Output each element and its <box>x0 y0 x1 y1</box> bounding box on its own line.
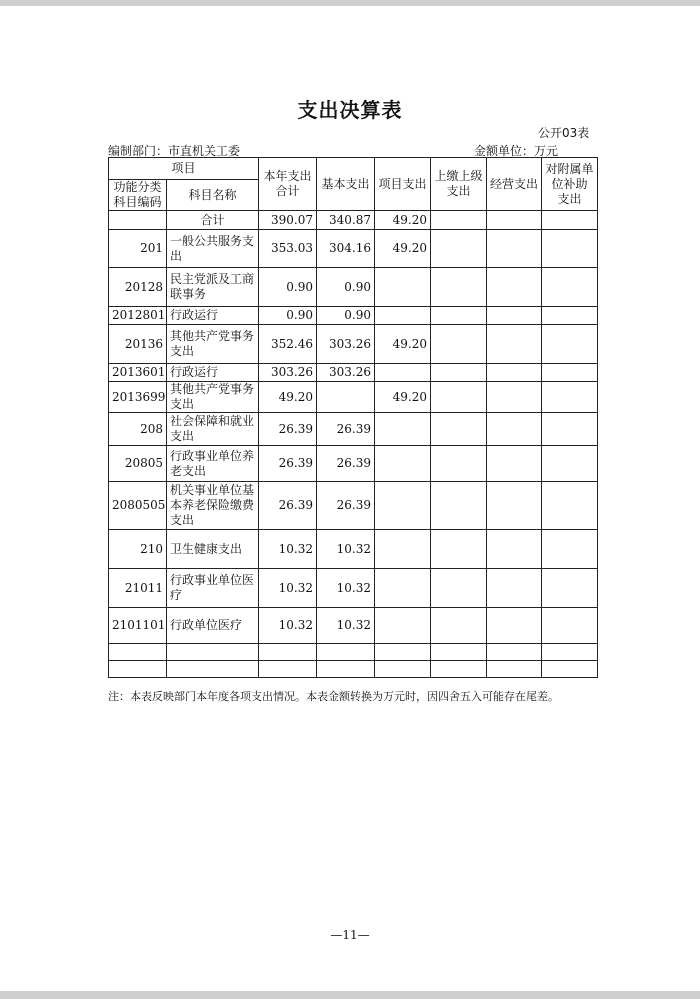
row-code: 20128 <box>109 268 167 307</box>
unit-label: 金额单位：万元 <box>474 144 559 158</box>
row-business <box>487 325 542 364</box>
row-code: 20136 <box>109 325 167 364</box>
header-subsidy: 对附属单 位补助 支出 <box>542 158 598 211</box>
row-name: 其他共产党事务支出 <box>167 325 259 364</box>
table-row <box>109 230 598 268</box>
row-project: 49.20 <box>375 230 431 268</box>
header-project: 项目支出 <box>375 158 431 211</box>
row-upper <box>431 268 487 307</box>
table-row <box>109 307 598 325</box>
row-business <box>487 608 542 644</box>
row-upper <box>431 608 487 644</box>
row-basic: 304.16 <box>317 230 375 268</box>
header-row-1 <box>109 158 598 180</box>
row-project: 49.20 <box>375 382 431 413</box>
blank-cell <box>487 661 542 678</box>
row-code: 2013699 <box>109 382 167 413</box>
total-business <box>487 211 542 230</box>
row-code: 2101101 <box>109 608 167 644</box>
page-bottom-edge <box>0 991 700 999</box>
row-total: 10.32 <box>259 530 317 569</box>
department-label: 编制部门：市直机关工委 <box>108 144 241 158</box>
row-code: 2013601 <box>109 364 167 382</box>
table-row <box>109 608 598 644</box>
row-code: 201 <box>109 230 167 268</box>
row-name: 行政单位医疗 <box>167 608 259 644</box>
page-title: 支出决算表 <box>297 98 403 122</box>
blank-cell <box>542 644 598 661</box>
expenditure-table <box>108 157 598 678</box>
blank-cell <box>109 644 167 661</box>
row-name: 行政事业单位医疗 <box>167 569 259 608</box>
row-code: 21011 <box>109 569 167 608</box>
row-subsidy <box>542 482 598 530</box>
row-code: 208 <box>109 413 167 446</box>
row-total: 26.39 <box>259 482 317 530</box>
row-business <box>487 530 542 569</box>
row-name: 社会保障和就业支出 <box>167 413 259 446</box>
row-business <box>487 569 542 608</box>
table-row <box>109 268 598 307</box>
row-subsidy <box>542 325 598 364</box>
row-subsidy <box>542 413 598 446</box>
row-upper <box>431 446 487 482</box>
header-subject-name: 科目名称 <box>167 180 259 211</box>
row-basic: 10.32 <box>317 530 375 569</box>
row-basic: 303.26 <box>317 364 375 382</box>
header-item: 项目 <box>109 158 259 180</box>
blank-cell <box>167 661 259 678</box>
row-project <box>375 569 431 608</box>
row-upper <box>431 364 487 382</box>
header-func-code: 功能分类 科目编码 <box>109 180 167 211</box>
row-code: 2080505 <box>109 482 167 530</box>
row-subsidy <box>542 307 598 325</box>
row-code: 20805 <box>109 446 167 482</box>
blank-cell <box>259 661 317 678</box>
blank-cell <box>431 661 487 678</box>
row-business <box>487 482 542 530</box>
total-label: 合计 <box>167 211 259 230</box>
header-upper: 上缴上级 支出 <box>431 158 487 211</box>
total-row <box>109 211 598 230</box>
blank-cell <box>259 644 317 661</box>
row-business <box>487 446 542 482</box>
row-project <box>375 530 431 569</box>
header-business: 经营支出 <box>487 158 542 211</box>
total-basic: 340.87 <box>317 211 375 230</box>
row-basic: 10.32 <box>317 608 375 644</box>
form-number: 公开03表 <box>538 126 590 140</box>
blank-cell <box>317 661 375 678</box>
row-name: 其他共产党事务支出 <box>167 382 259 413</box>
row-business <box>487 413 542 446</box>
row-basic: 303.26 <box>317 325 375 364</box>
row-subsidy <box>542 608 598 644</box>
table-row <box>109 325 598 364</box>
blank-cell <box>487 644 542 661</box>
row-upper <box>431 413 487 446</box>
row-name: 民主党派及工商联事务 <box>167 268 259 307</box>
row-business <box>487 307 542 325</box>
row-project <box>375 364 431 382</box>
row-project <box>375 307 431 325</box>
row-upper <box>431 382 487 413</box>
blank-row <box>109 661 598 678</box>
row-project <box>375 413 431 446</box>
row-basic: 26.39 <box>317 446 375 482</box>
page-number: —11— <box>330 928 370 942</box>
blank-cell <box>542 661 598 678</box>
row-subsidy <box>542 569 598 608</box>
total-project: 49.20 <box>375 211 431 230</box>
row-business <box>487 268 542 307</box>
blank-cell <box>431 644 487 661</box>
row-basic <box>317 382 375 413</box>
row-business <box>487 382 542 413</box>
row-total: 352.46 <box>259 325 317 364</box>
row-subsidy <box>542 364 598 382</box>
table-row <box>109 364 598 382</box>
header-basic: 基本支出 <box>317 158 375 211</box>
row-name: 行政运行 <box>167 307 259 325</box>
row-name: 行政运行 <box>167 364 259 382</box>
row-code: 2012801 <box>109 307 167 325</box>
row-basic: 0.90 <box>317 307 375 325</box>
table-row <box>109 482 598 530</box>
row-total: 0.90 <box>259 268 317 307</box>
row-project <box>375 268 431 307</box>
row-subsidy <box>542 268 598 307</box>
blank-cell <box>167 644 259 661</box>
row-subsidy <box>542 446 598 482</box>
total-code-cell <box>109 211 167 230</box>
row-total: 26.39 <box>259 413 317 446</box>
blank-cell <box>375 661 431 678</box>
page-top-edge <box>0 0 700 6</box>
row-total: 10.32 <box>259 569 317 608</box>
row-basic: 10.32 <box>317 569 375 608</box>
row-code: 210 <box>109 530 167 569</box>
row-business <box>487 230 542 268</box>
table-row <box>109 382 598 413</box>
row-total: 0.90 <box>259 307 317 325</box>
row-project <box>375 608 431 644</box>
row-subsidy <box>542 382 598 413</box>
row-total: 353.03 <box>259 230 317 268</box>
row-name: 一般公共服务支出 <box>167 230 259 268</box>
total-total: 390.07 <box>259 211 317 230</box>
table-row <box>109 446 598 482</box>
row-business <box>487 364 542 382</box>
row-name: 行政事业单位养老支出 <box>167 446 259 482</box>
row-upper <box>431 230 487 268</box>
row-upper <box>431 482 487 530</box>
table-row <box>109 569 598 608</box>
table-row <box>109 413 598 446</box>
row-total: 10.32 <box>259 608 317 644</box>
row-total: 26.39 <box>259 446 317 482</box>
row-total: 49.20 <box>259 382 317 413</box>
row-total: 303.26 <box>259 364 317 382</box>
blank-cell <box>375 644 431 661</box>
row-name: 机关事业单位基本养老保险缴费支出 <box>167 482 259 530</box>
row-upper <box>431 307 487 325</box>
row-basic: 26.39 <box>317 482 375 530</box>
blank-cell <box>109 661 167 678</box>
row-subsidy <box>542 530 598 569</box>
blank-cell <box>317 644 375 661</box>
row-project <box>375 482 431 530</box>
blank-row <box>109 644 598 661</box>
row-project <box>375 446 431 482</box>
row-basic: 26.39 <box>317 413 375 446</box>
row-project: 49.20 <box>375 325 431 364</box>
total-subsidy <box>542 211 598 230</box>
row-upper <box>431 325 487 364</box>
row-subsidy <box>542 230 598 268</box>
footnote: 注：本表反映部门本年度各项支出情况。本表金额转换为万元时，因四舍五入可能存在尾差。 <box>108 690 559 703</box>
row-upper <box>431 569 487 608</box>
row-upper <box>431 530 487 569</box>
table-row <box>109 530 598 569</box>
header-total: 本年支出 合计 <box>259 158 317 211</box>
row-basic: 0.90 <box>317 268 375 307</box>
row-name: 卫生健康支出 <box>167 530 259 569</box>
total-upper <box>431 211 487 230</box>
